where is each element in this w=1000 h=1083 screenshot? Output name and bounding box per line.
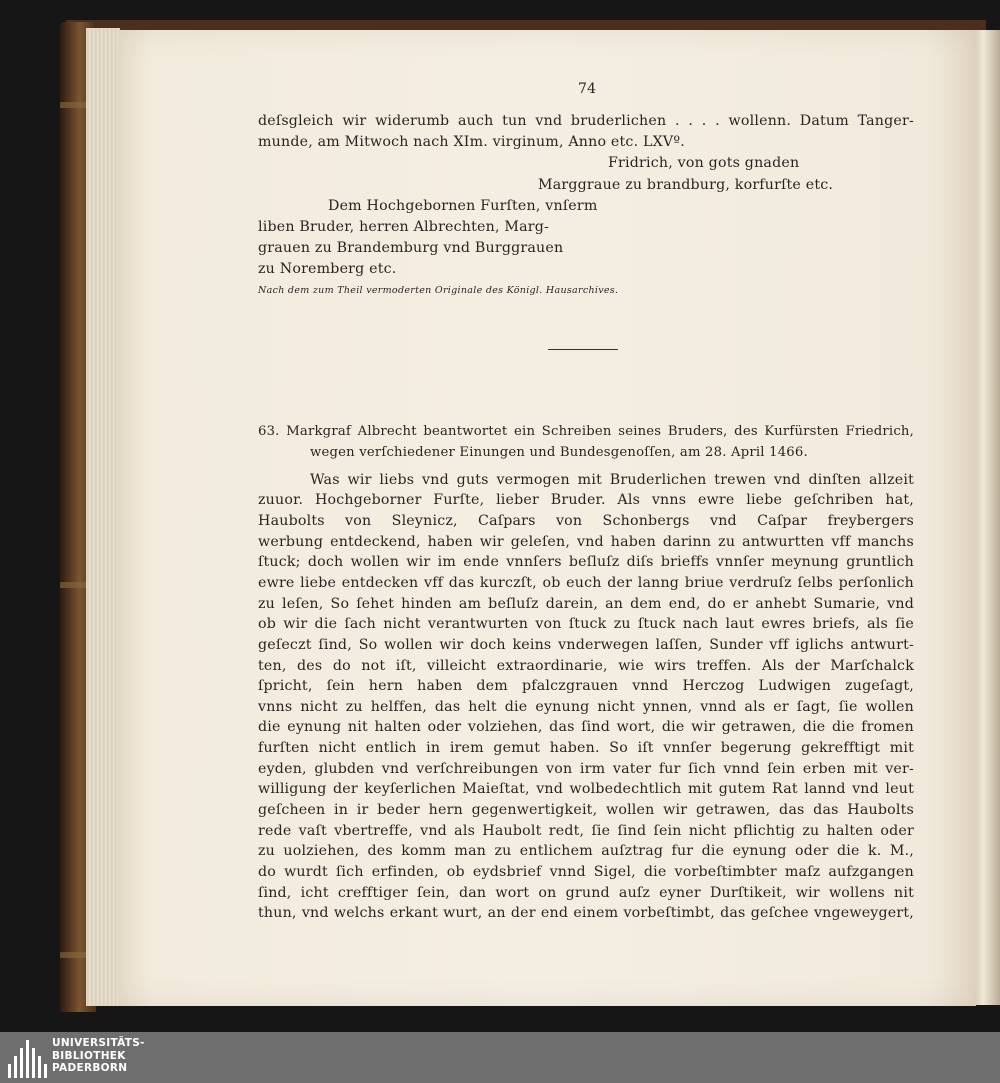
text-line: deſsgleich wir widerumb auch tun vnd bruderlichen . . . . wollenn. Datum Tanger- <box>258 113 914 129</box>
body-line: ſpricht, ſein hern haben dem pfalczgrauen vnnd Herczog Ludwigen zugeſagt, <box>258 678 914 694</box>
body-line: willigung der keyſerlichen Maieſtat, vnd wolbedechtlich mit gutem Rat lannd vnd leut <box>258 781 914 797</box>
section-divider <box>548 349 618 350</box>
body-line: furſten nicht entlich in irem gemut haben. So iſt vnnſer begerung gekrefftigt mit <box>258 740 914 756</box>
book-page <box>118 30 976 1006</box>
body-line: geſcheen in ir beder hern gegenwertigkeit, wollen wir getrawen, das das Haubolts <box>258 802 914 818</box>
body-line: zuuor. Hochgeborner Furſte, lieber Bruder. Als vnns ewre liebe geſchriben hat, <box>258 492 914 508</box>
signature-line: Fridrich, von gots gnaden <box>608 155 800 171</box>
address-line: liben Bruder, herren Albrechten, Marg- <box>258 219 550 235</box>
document-heading: 63. Markgraf Albrecht beantwortet ein Schreiben seines Bruders, des Kurfürsten Friedrich, <box>258 424 914 439</box>
body-line: ewre liebe entdecken vff das kurczſt, ob euch der lanng briue verdruſz ſelbs perſonlich <box>258 575 914 591</box>
body-line: ſind, icht crefftiger ſein, dan wort on grund auſz eyner Durſtikeit, wir wollens nit <box>258 885 914 901</box>
body-line: vnns nicht zu helffen, das helt die eynung nicht ynnen, vnnd als er ſagt, ſie wollen <box>258 699 914 715</box>
body-line: thun, vnd welchs erkant wurt, an der end einem vorbeſtimbt, das geſchee vngeweygert, <box>258 905 914 921</box>
address-line: zu Noremberg etc. <box>258 261 397 277</box>
source-note: Nach dem zum Theil vermoderten Originale des Königl. Hausarchives. <box>258 285 619 296</box>
body-line: eyden, glubden vnd verſchreibungen von irm vater fur ſich vnnd ſein erben mit ver- <box>258 761 914 777</box>
library-logo-text <box>52 1037 145 1075</box>
signature-line: Marggraue zu brandburg, korfurſte etc. <box>538 177 834 193</box>
text-line: munde, am Mitwoch nach XIm. virginum, Anno etc. LXVº. <box>258 134 685 150</box>
body-line: ten, des do not iſt, villeicht extraordinarie, wie wirs treffen. Als der Marſchalck <box>258 658 914 674</box>
body-line: Was wir liebs vnd guts vermogen mit Bruderlichen trewen vnd dinſten allzeit <box>310 472 914 488</box>
library-logo-icon <box>8 1038 48 1078</box>
body-line: ob wir die ſach nicht verantwurten von ſtuck zu ſtuck nach laut ewres briefs, als ſie <box>258 616 914 632</box>
page-stack-edge <box>86 28 120 1006</box>
address-line: Dem Hochgebornen Furſten, vnſerm <box>328 198 598 214</box>
body-line: werbung entdeckend, haben wir geleſen, vnd haben darinn zu antwurtten vff manchs <box>258 534 914 550</box>
library-footer-bar <box>0 1032 1000 1083</box>
document-heading: wegen verſchiedener Einungen und Bundesgenoſſen, am 28. April 1466. <box>310 445 808 460</box>
page-edge-right <box>972 30 1000 1005</box>
logo-line: PADERBORN <box>52 1062 128 1074</box>
body-line: zu uolziehen, des komm man zu entlichem auſztrag fur die eynung oder die k. M., <box>258 843 914 859</box>
body-line: ſtuck; doch wollen wir im ende vnnſers beſluſz diſs brieffs vnnſer meynung gruntlich <box>258 554 914 570</box>
logo-line: UNIVERSITÄTS- <box>52 1037 145 1049</box>
body-line: do wurdt ſich erfinden, ob eydsbrief vnnd Sigel, die vorbeſtimbter maſz aufzgangen <box>258 864 914 880</box>
body-line: die eynung nit halten oder volziehen, das ſind wort, die wir getrawen, die die fromen <box>258 719 914 735</box>
address-line: grauen zu Brandemburg vnd Burggrauen <box>258 240 564 256</box>
logo-line: BIBLIOTHEK <box>52 1049 126 1062</box>
body-line: Haubolts von Sleynicz, Caſpars von Schonbergs vnd Caſpar freybergers <box>258 513 914 529</box>
body-line: zu leſen, So ſehet hinden am beſluſz darein, an dem end, do er anhebt Sumarie, vnd <box>258 596 914 612</box>
body-line: geſeczt ſind, So wollen wir doch keins vnderwegen laſſen, Sunder vff iglichs antwurt- <box>258 637 914 653</box>
body-line: rede vaſt vbertreffe, vnd als Haubolt redt, ſie ſind ſein nicht pflichtig zu halten oder <box>258 823 914 839</box>
page-number: 74 <box>578 81 597 97</box>
